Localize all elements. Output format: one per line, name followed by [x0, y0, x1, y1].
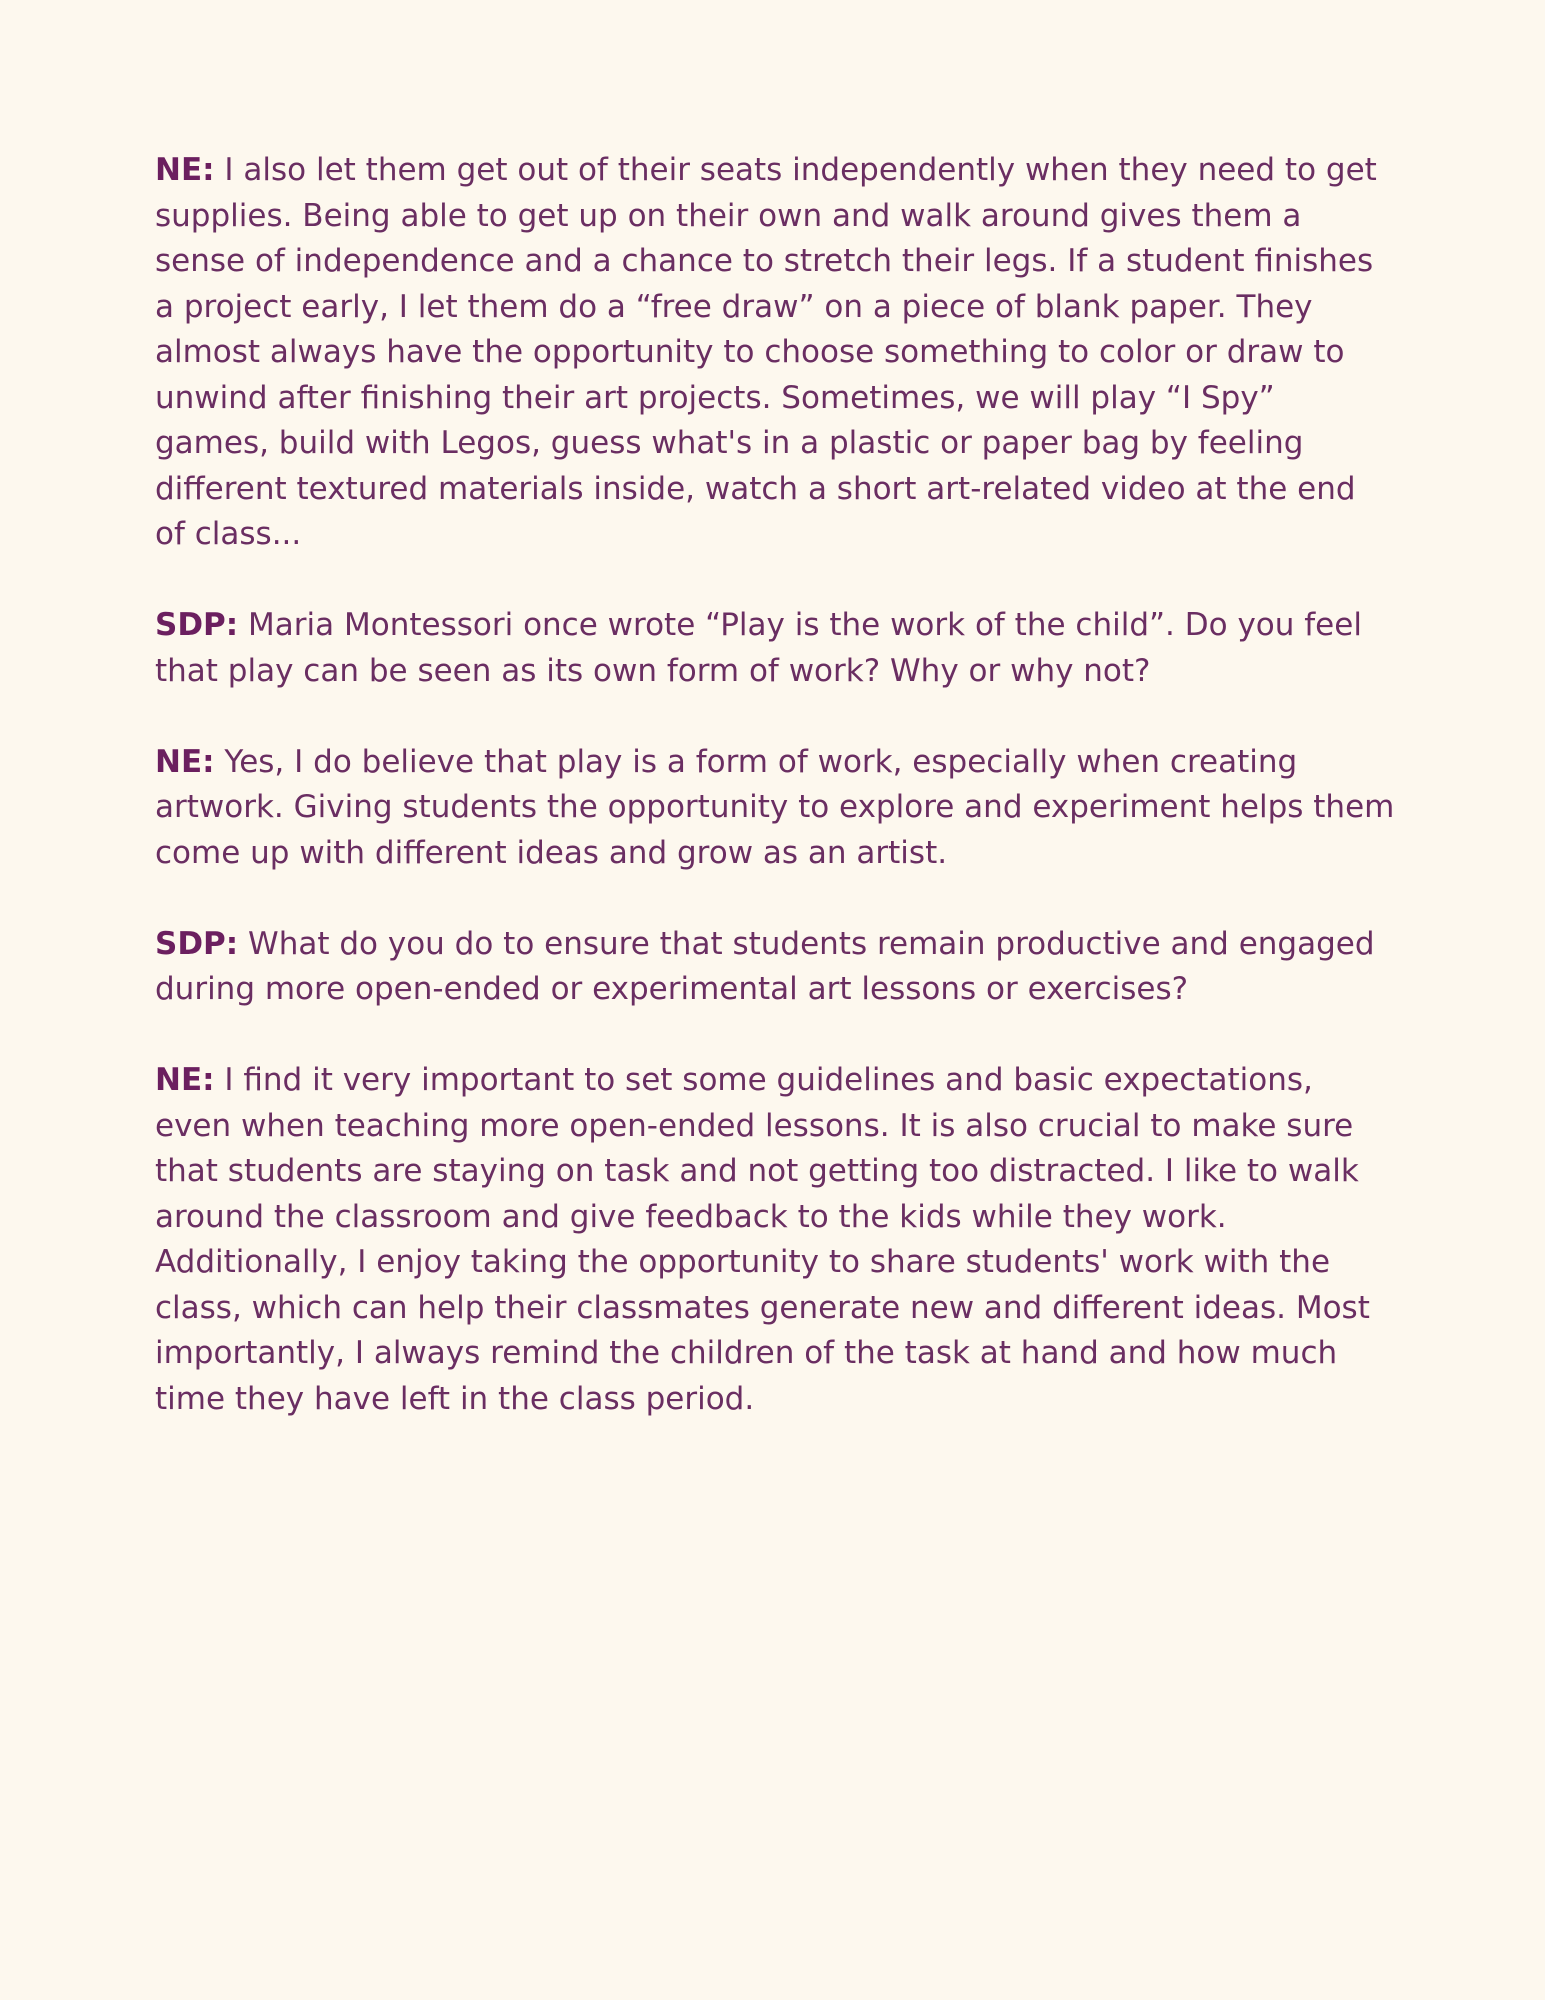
- interview-entry-sdp-1: [155, 603, 1395, 694]
- interview-entry-ne-2: [155, 740, 1395, 877]
- speaker-label: SDP:: [155, 607, 239, 643]
- interview-transcript: [155, 148, 1395, 1468]
- speaker-label: NE:: [155, 152, 215, 188]
- answer-text: I also let them get out of their seats independently when they need to get supplies. Being able to get up on their own and walk around gives them a sense of independence and a chance to stretch their legs. If a student finishes a project early, I let them do a “free draw” on a piece of blank paper. They almost always have the opportunity to choose something to color or draw to unwind after finishing their art projects. Sometimes, we will play “I Spy” games, build with Legos, guess what's in a plastic or paper bag by feeling different textured materials inside, watch a short art-related video at the end of class...: [155, 152, 1377, 552]
- interview-entry-sdp-2: [155, 922, 1395, 1013]
- question-text: Maria Montessori once wrote “Play is the work of the child”. Do you feel that play can be seen as its own form of work? Why or why not?: [155, 607, 1362, 689]
- speaker-label: NE:: [155, 1062, 215, 1098]
- speaker-label: NE:: [155, 743, 215, 780]
- question-text: What do you do to ensure that students remain productive and engaged during more open-ended or experimental art lessons or exercises?: [155, 925, 1375, 1007]
- answer-text: I find it very important to set some guidelines and basic expectations, even when teaching more open-ended lessons. It is also crucial to make sure that students are staying on task and not getting too distracted. I like to walk around the classroom and give feedback to the kids while they work. Additionally, I enjoy taking the opportunity to share students' work with the class, which can help their classmates generate new and different ideas. Most importantly, I always remind the children of the task at hand and how much time they have left in the class period.: [155, 1062, 1370, 1417]
- answer-text: Yes, I do believe that play is a form of work, especially when creating artwork. Giving students the opportunity to explore and experiment helps them come up with different ideas and grow as an artist.: [155, 743, 1395, 871]
- interview-entry-ne-1: [155, 148, 1395, 558]
- speaker-label: SDP:: [155, 925, 239, 962]
- interview-entry-ne-3: [155, 1058, 1395, 1422]
